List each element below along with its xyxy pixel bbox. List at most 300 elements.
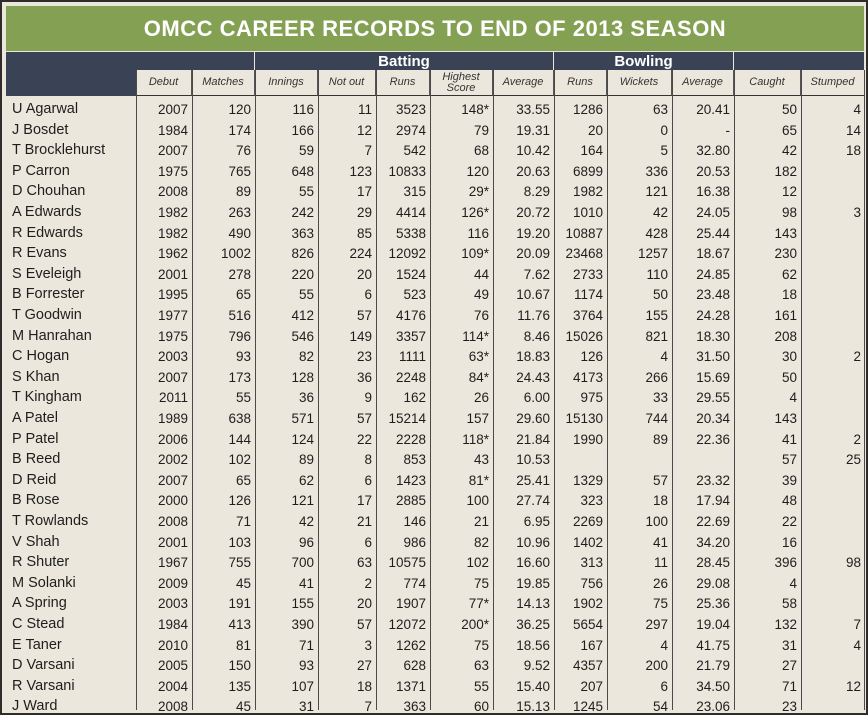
column-header-stumped: Stumped: [801, 70, 865, 96]
cell-bowl-avg: 29.55: [696, 390, 730, 406]
cell-debut: 2008: [157, 699, 188, 713]
cell-bat-avg: 16.60: [516, 555, 550, 571]
cell-not-out: 63: [356, 555, 372, 571]
cell-matches: 796: [228, 328, 251, 344]
cell-bowl-runs: 23468: [565, 246, 603, 262]
cell-stumped: 4: [853, 637, 861, 653]
cell-runs: 1111: [398, 349, 426, 365]
player-name: P Carron: [12, 162, 70, 179]
cell-runs: 1907: [395, 596, 426, 612]
cell-caught: 4: [789, 390, 797, 406]
cell-caught: 98: [781, 205, 797, 220]
cell-innings: 412: [291, 308, 314, 323]
player-name: R Edwards: [12, 224, 83, 241]
cell-debut: 1962: [157, 246, 188, 262]
cell-runs: 2974: [395, 122, 426, 138]
cell-runs: 363: [403, 699, 426, 713]
cell-wickets: 336: [645, 163, 668, 179]
player-name: A Patel: [12, 410, 58, 426]
cell-bowl-avg: 32.80: [696, 143, 730, 159]
cell-hs: 63*: [468, 349, 489, 365]
cell-bowl-runs: 5654: [572, 617, 603, 632]
cell-runs: 5338: [395, 225, 426, 241]
cell-stumped: [801, 470, 864, 491]
player-name: M Solanki: [12, 574, 76, 591]
cell-bat-avg: 25.41: [516, 472, 550, 488]
cell-wickets: 155: [645, 308, 668, 323]
cell-stumped: [801, 223, 864, 244]
cell-hs: 26: [473, 390, 489, 406]
cell-innings: 363: [291, 225, 314, 241]
cell-stumped: 2: [853, 431, 861, 447]
cell-innings: 124: [291, 431, 314, 447]
cell-runs: 146: [403, 514, 426, 529]
cell-wickets: 110: [646, 266, 668, 282]
cell-innings: 71: [298, 637, 314, 653]
cell-stumped: [801, 573, 864, 594]
player-name: M Hanrahan: [12, 327, 92, 344]
cell-matches: 45: [235, 699, 251, 713]
cell-not-out: 9: [364, 390, 372, 406]
cell-bowl-runs: 1245: [572, 699, 603, 713]
cell-bowl-runs: 975: [580, 390, 603, 406]
cell-runs: 1524: [395, 266, 426, 282]
cell-matches: 89: [235, 184, 251, 200]
cell-hs: 63: [473, 658, 489, 674]
cell-bat-avg: 19.31: [516, 122, 550, 138]
cell-caught: 208: [774, 328, 797, 344]
cell-matches: 150: [228, 658, 251, 674]
cell-bat-avg: 18.56: [516, 637, 550, 653]
cell-hs: 81*: [468, 472, 489, 488]
player-name: B Rose: [12, 492, 60, 509]
cell-matches: 81: [235, 637, 251, 653]
cell-innings: 96: [298, 534, 314, 550]
cell-hs: 75: [473, 637, 489, 653]
cell-bowl-runs: 1902: [572, 596, 603, 612]
cell-bowl-runs: 1010: [572, 205, 603, 220]
cell-bat-avg: 19.85: [516, 575, 550, 591]
cell-wickets: [607, 449, 671, 470]
header-corner: [6, 52, 136, 96]
cell-wickets: 6: [660, 678, 668, 694]
cell-not-out: 29: [356, 205, 372, 220]
cell-matches: 135: [228, 678, 251, 694]
cell-bowl-avg: 25.44: [696, 225, 730, 241]
cell-not-out: 21: [356, 514, 372, 529]
cell-debut: 1984: [157, 617, 188, 632]
cell-wickets: 89: [652, 431, 668, 447]
player-name: R Shuter: [12, 554, 70, 571]
player-name: T Goodwin: [12, 307, 82, 323]
cell-not-out: 2: [364, 575, 372, 591]
cell-wickets: 50: [652, 287, 668, 303]
cell-debut: 2011: [158, 390, 188, 406]
cell-wickets: 63: [652, 102, 668, 117]
column-header-innings: Innings: [255, 70, 318, 96]
cell-hs: 77*: [468, 596, 489, 612]
cell-caught: 58: [781, 596, 797, 612]
cell-bowl-avg: 15.69: [696, 369, 730, 385]
cell-wickets: 200: [645, 658, 668, 674]
cell-bowl-avg: 41.75: [696, 637, 730, 653]
cell-wickets: 4: [660, 349, 668, 365]
column-header-caught: Caught: [734, 70, 801, 96]
player-name: B Forrester: [12, 286, 85, 303]
cell-hs: 200*: [461, 617, 489, 632]
cell-bat-avg: 36.25: [516, 617, 550, 632]
cell-innings: 121: [291, 493, 314, 509]
cell-matches: 93: [235, 349, 251, 365]
cell-hs: 114*: [462, 328, 489, 344]
cell-matches: 755: [228, 555, 251, 571]
cell-innings: 155: [291, 596, 314, 612]
cell-debut: 2005: [157, 658, 188, 674]
cell-innings: 546: [291, 328, 314, 344]
cell-matches: 413: [228, 617, 251, 632]
cell-caught: 18: [781, 287, 797, 303]
cell-caught: 57: [781, 452, 797, 468]
cell-stumped: [801, 593, 864, 614]
cell-matches: 55: [235, 390, 251, 406]
cell-caught: 71: [781, 678, 797, 694]
cell-bowl-runs: 323: [580, 493, 603, 509]
cell-matches: 71: [235, 514, 251, 529]
cell-matches: 765: [228, 163, 251, 179]
cell-matches: 191: [228, 596, 251, 612]
cell-bowl-runs: 1982: [572, 184, 603, 200]
cell-innings: 220: [291, 266, 314, 282]
cell-bowl-runs: [554, 449, 606, 470]
cell-bowl-avg: 21.79: [696, 658, 730, 674]
column-divider: [864, 70, 865, 710]
cell-matches: 103: [228, 534, 251, 550]
column-header-not-out: Not out: [318, 70, 376, 96]
cell-bowl-runs: 3764: [572, 308, 603, 323]
cell-bowl-runs: 4357: [572, 658, 603, 674]
cell-not-out: 11: [357, 102, 372, 117]
cell-runs: 315: [403, 184, 426, 200]
cell-bat-avg: 15.40: [516, 678, 550, 694]
cell-debut: 2000: [157, 493, 188, 509]
cell-innings: 89: [298, 452, 314, 468]
cell-hs: 82: [473, 534, 489, 550]
cell-debut: 1977: [157, 308, 188, 323]
cell-bowl-runs: 2733: [572, 266, 603, 282]
cell-wickets: 1257: [637, 246, 668, 262]
player-name: R Evans: [12, 245, 67, 262]
cell-hs: 126*: [461, 205, 489, 220]
cell-not-out: 57: [356, 411, 372, 426]
cell-bowl-avg: 22.36: [696, 431, 730, 447]
cell-bowl-avg: 19.04: [696, 617, 730, 632]
player-name: S Khan: [12, 368, 60, 385]
cell-bat-avg: 19.20: [516, 225, 550, 241]
header-band-left: [136, 52, 255, 70]
cell-bat-avg: 10.67: [516, 287, 550, 303]
player-name: J Bosdet: [12, 121, 69, 138]
cell-matches: 173: [228, 369, 251, 385]
cell-caught: 230: [774, 246, 797, 262]
cell-not-out: 57: [356, 308, 372, 323]
cell-bowl-avg: 18.67: [696, 246, 730, 262]
cell-bowl-runs: 4173: [572, 369, 603, 385]
cell-innings: 36: [298, 390, 314, 406]
cell-bowl-runs: 15026: [565, 328, 603, 344]
cell-matches: 65: [235, 472, 251, 488]
cell-wickets: 18: [652, 493, 668, 509]
cell-stumped: 12: [845, 678, 861, 694]
player-name: R Varsani: [12, 677, 75, 694]
cell-bowl-avg: 34.50: [696, 678, 730, 694]
cell-debut: 2003: [157, 349, 188, 365]
cell-debut: 1967: [157, 555, 188, 571]
cell-wickets: 42: [652, 205, 668, 220]
player-name: D Chouhan: [12, 183, 86, 200]
cell-bowl-avg: 24.05: [696, 205, 730, 220]
cell-innings: 55: [298, 287, 314, 303]
cell-bowl-avg: -: [725, 122, 730, 138]
cell-bowl-runs: 756: [580, 575, 603, 591]
cell-innings: 648: [291, 163, 314, 179]
cell-matches: 490: [228, 225, 251, 241]
cell-innings: 59: [298, 143, 314, 159]
records-sheet: [2, 2, 866, 713]
cell-innings: 62: [298, 472, 314, 488]
player-name: T Rowlands: [12, 513, 89, 529]
cell-stumped: [801, 655, 864, 676]
cell-runs: 1423: [395, 472, 426, 488]
cell-matches: 174: [228, 122, 251, 138]
cell-matches: 1002: [220, 246, 251, 262]
cell-stumped: [801, 367, 864, 388]
player-name: E Taner: [12, 636, 62, 653]
cell-matches: 120: [228, 102, 251, 117]
cell-caught: 16: [781, 534, 797, 550]
player-name: V Shah: [12, 533, 60, 550]
cell-debut: 2006: [157, 431, 188, 447]
cell-not-out: 85: [356, 225, 372, 241]
column-header-bowl-runs: Runs: [554, 70, 607, 96]
column-header-runs: Runs: [376, 70, 430, 96]
cell-not-out: 123: [349, 163, 372, 179]
cell-stumped: [801, 490, 864, 511]
cell-bowl-runs: 126: [580, 349, 603, 365]
cell-bowl-runs: 1329: [572, 472, 603, 488]
cell-innings: 41: [298, 575, 314, 591]
player-name: S Eveleigh: [12, 265, 82, 282]
cell-wickets: 11: [653, 555, 668, 571]
cell-bowl-avg: 23.32: [696, 472, 730, 488]
cell-runs: 12072: [388, 617, 426, 632]
cell-debut: 2001: [157, 534, 188, 550]
cell-debut: 1982: [157, 225, 188, 241]
cell-not-out: 18: [356, 678, 372, 694]
cell-caught: 4: [789, 575, 797, 591]
column-header-bat-avg: Average: [493, 70, 554, 96]
cell-hs: 157: [466, 411, 489, 426]
cell-innings: 82: [298, 349, 314, 365]
cell-runs: 1371: [395, 678, 426, 694]
cell-runs: 986: [403, 534, 426, 550]
cell-hs: 102: [466, 555, 489, 571]
cell-hs: 21: [473, 514, 489, 529]
column-header-hs: Highest Score: [430, 70, 493, 96]
cell-stumped: 4: [853, 102, 861, 117]
cell-debut: 2007: [157, 143, 188, 159]
cell-bat-avg: 8.46: [523, 328, 550, 344]
cell-debut: 1989: [157, 411, 188, 426]
cell-innings: 128: [291, 369, 314, 385]
header-band-right: [734, 52, 865, 70]
cell-hs: 118*: [462, 431, 489, 447]
cell-debut: 1975: [157, 163, 188, 179]
cell-bowl-runs: 1402: [572, 534, 603, 550]
cell-innings: 826: [291, 246, 314, 262]
cell-innings: 31: [298, 699, 314, 713]
cell-wickets: 75: [652, 596, 668, 612]
cell-bowl-avg: 28.45: [696, 555, 730, 571]
cell-bowl-runs: 10887: [565, 225, 603, 241]
player-name: T Brocklehurst: [12, 142, 106, 159]
cell-bowl-runs: 313: [580, 555, 603, 571]
cell-innings: 166: [291, 122, 314, 138]
cell-stumped: [801, 387, 864, 408]
cell-stumped: [801, 284, 864, 305]
cell-caught: 161: [774, 308, 797, 323]
cell-caught: 22: [781, 514, 797, 529]
cell-runs: 162: [403, 390, 426, 406]
cell-stumped: 14: [845, 122, 861, 138]
cell-bowl-runs: 167: [580, 637, 603, 653]
cell-innings: 390: [291, 617, 314, 632]
cell-hs: 79: [473, 122, 489, 138]
cell-bat-avg: 29.60: [516, 411, 550, 426]
cell-debut: 2010: [157, 637, 188, 653]
cell-bowl-avg: 20.53: [696, 163, 730, 179]
cell-bat-avg: 27.74: [516, 493, 550, 509]
cell-matches: 45: [235, 575, 251, 591]
cell-hs: 44: [473, 266, 489, 282]
cell-debut: 1984: [157, 122, 188, 138]
player-name: T Kingham: [12, 389, 82, 406]
cell-runs: 15214: [388, 411, 426, 426]
cell-wickets: 5: [660, 143, 668, 159]
cell-bowl-avg: 25.36: [696, 596, 730, 612]
cell-bat-avg: 7.62: [523, 266, 550, 282]
cell-stumped: [801, 243, 864, 264]
cell-innings: 107: [291, 678, 314, 694]
cell-hs: 76: [473, 308, 489, 323]
player-name: D Reid: [12, 471, 57, 488]
page-title: OMCC CAREER RECORDS TO END OF 2013 SEASON: [6, 6, 864, 51]
cell-not-out: 23: [356, 349, 372, 365]
cell-hs: 43: [473, 452, 489, 468]
cell-wickets: 100: [645, 514, 668, 529]
cell-stumped: [801, 696, 864, 713]
cell-caught: 132: [774, 617, 797, 632]
player-name: C Stead: [12, 616, 65, 632]
cell-bowl-avg: 20.41: [696, 102, 730, 117]
cell-stumped: 25: [845, 452, 861, 468]
player-name: B Reed: [12, 451, 61, 468]
cell-bat-avg: 11.76: [517, 308, 550, 323]
cell-runs: 2248: [395, 369, 426, 385]
cell-debut: 2008: [157, 514, 188, 529]
cell-innings: 116: [292, 102, 314, 117]
cell-caught: 27: [781, 658, 797, 674]
cell-bat-avg: 20.63: [516, 163, 550, 179]
cell-debut: 2004: [157, 678, 188, 694]
cell-not-out: 6: [364, 534, 372, 550]
column-header-matches: Matches: [192, 70, 255, 96]
cell-not-out: 57: [356, 617, 372, 632]
cell-stumped: [801, 532, 864, 553]
cell-bowl-avg: 22.69: [696, 514, 730, 529]
cell-wickets: 297: [645, 617, 668, 632]
cell-debut: 2002: [157, 452, 188, 468]
cell-bowl-runs: 164: [580, 143, 603, 159]
cell-bowl-avg: [672, 449, 733, 470]
cell-innings: 571: [291, 411, 314, 426]
cell-bowl-avg: 17.94: [696, 493, 730, 509]
cell-hs: 55: [473, 678, 489, 694]
cell-stumped: [801, 161, 864, 182]
cell-caught: 41: [781, 431, 797, 447]
cell-not-out: 20: [356, 266, 372, 282]
cell-bat-avg: 24.43: [516, 369, 550, 385]
cell-hs: 116: [467, 225, 489, 241]
cell-hs: 60: [473, 699, 489, 713]
cell-matches: 65: [235, 287, 251, 303]
cell-bowl-avg: 24.85: [696, 266, 730, 282]
cell-bowl-avg: 29.08: [696, 575, 730, 591]
cell-bat-avg: 6.00: [523, 390, 550, 406]
cell-wickets: 744: [645, 411, 668, 426]
cell-bat-avg: 8.29: [523, 184, 550, 200]
cell-stumped: 98: [845, 555, 861, 571]
cell-bowl-runs: 207: [580, 678, 603, 694]
cell-bowl-avg: 24.28: [696, 308, 730, 323]
cell-stumped: [801, 326, 864, 347]
cell-wickets: 266: [645, 369, 668, 385]
player-name: U Agarwal: [12, 101, 79, 117]
cell-hs: 84*: [468, 369, 489, 385]
cell-bat-avg: 33.55: [516, 102, 550, 117]
cell-runs: 542: [403, 143, 426, 159]
cell-debut: 2009: [157, 575, 188, 591]
column-header-bowl-avg: Average: [672, 70, 734, 96]
cell-hs: 49: [473, 287, 489, 303]
cell-wickets: 33: [652, 390, 668, 406]
cell-runs: 3523: [395, 102, 426, 117]
cell-bowl-runs: 1286: [572, 102, 603, 117]
cell-wickets: 4: [660, 637, 668, 653]
cell-not-out: 17: [356, 493, 372, 509]
cell-runs: 12092: [388, 246, 426, 262]
cell-not-out: 8: [364, 452, 372, 468]
cell-innings: 55: [298, 184, 314, 200]
cell-runs: 4176: [395, 308, 426, 323]
cell-stumped: [801, 511, 864, 532]
cell-matches: 126: [228, 493, 251, 509]
column-header-debut: Debut: [136, 70, 192, 96]
cell-runs: 628: [403, 658, 426, 674]
cell-wickets: 26: [652, 575, 668, 591]
cell-bowl-avg: 23.06: [696, 699, 730, 713]
cell-not-out: 7: [364, 143, 372, 159]
cell-stumped: [801, 408, 864, 429]
